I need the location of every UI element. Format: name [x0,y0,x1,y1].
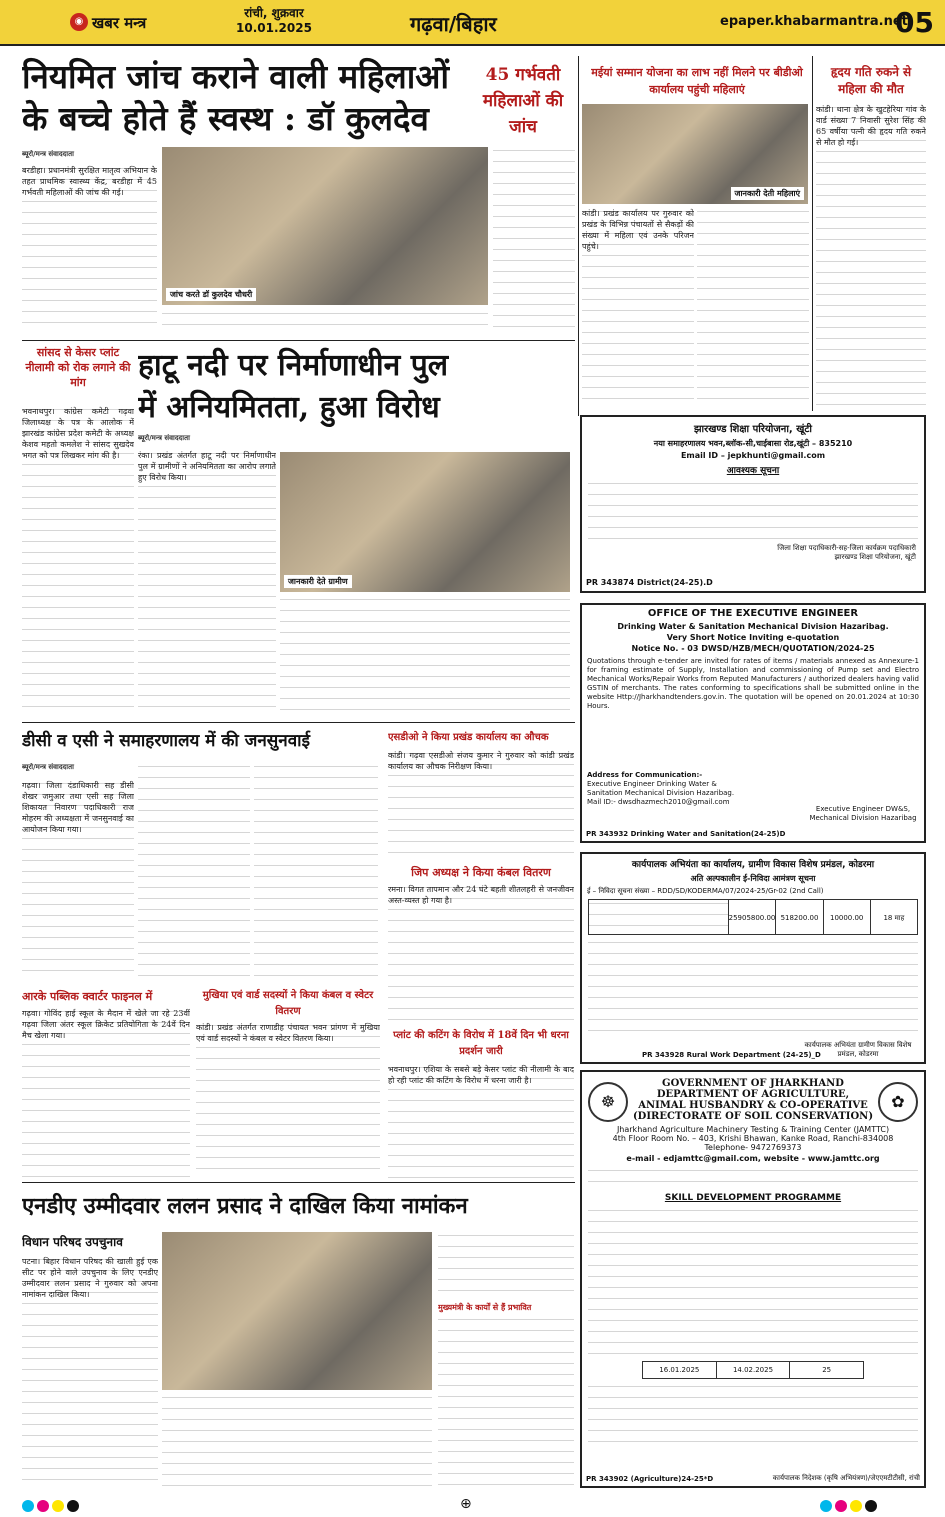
story1-photo [162,147,488,305]
story11-body [196,1022,380,1178]
story6-body-col1 [22,780,134,980]
story6-lead: गढ़वा। जिला दंडाधिकारी सह डीसी शेखर जमुआर तथा एसी सह जिला शिकायत निवारण पदाधिकारी राज मोहरम की अध्यक्षता में जनसुनवाई का आयोजन किया गया। [22,781,134,834]
story2-photo-caption: जानकारी देती महिलाएं [731,187,804,200]
ad2-pr: PR 343932 Drinking Water and Sanitation(24-25)D [586,830,786,838]
story12-kicker: विधान परिषद उपचुनाव [22,1235,123,1249]
story1-headline-1: नियमित जांच कराने वाली महिलाओं [22,57,450,96]
ad2-notice-no: Notice No. - 03 DWSD/HZB/MECH/QUOTATION/2024-25 [631,644,875,653]
story12-body-col1 [22,1256,158,1490]
jharkhand-emblem-icon: ☸ [588,1082,628,1122]
ad4-line1: GOVERNMENT OF JHARKHAND [662,1078,844,1089]
story3-lead: कांडी। थाना क्षेत्र के खुटहेरिया गांव के वार्ड संख्या 7 निवासी सुरेश सिंह की 65 वर्षीया पत्नी की हृदय गति रुकने से मौत हो गई। [816,105,926,147]
story1-lead: बरडीहा। प्रधानमंत्री सुरक्षित मातृत्व अभियान के तहत प्राथमिक स्वास्थ्य केंद्र, बरडीहा में 45 गर्भवती महिलाओं की जांच की गई। [22,166,157,197]
magenta-dot [37,1500,49,1512]
ad1-education-notice [580,415,926,593]
ad3-signature: कार्यपालक अभियंता ग्रामीण विकास विशेष प्रमंडल, कोडरमा [804,1041,912,1058]
ad3-title: कार्यपालक अभियंता का कार्यालय, ग्रामीण विकास विशेष प्रमंडल, कोडरमा [631,860,875,870]
story6-headline: डीसी व एसी ने समाहरणालय में की जनसुनवाई [22,731,310,751]
page-number: 05 [895,6,934,39]
story2-body-col2 [697,208,809,408]
story5-photo-caption: जानकारी देते ग्रामीण [284,575,352,588]
story4-headline: सांसद से केसर प्लांट नीलामी को रोक लगाने की मांग [25,346,131,389]
crosshair-icon: ⊕ [460,1496,472,1512]
story4-lead: भवनाथपुर। कांग्रेस कमेटी गढ़वा जिलाध्यक्ष के पत्र के आलोक में झारखंड कांग्रेस प्रदेश कमेटी के अध्यक्ष केशव महतो कमलेश ने सांसद सुखदेव भगत को पत्र लिखकर मांग की है। [22,407,134,460]
ad4-intro [588,1167,918,1189]
ad4-email: e-mail - edjamttc@gmail.com, website - www.jamttc.org [626,1154,880,1163]
ad4-pr: PR 343902 (Agriculture)24-25*D [586,1475,714,1483]
story5-byline: ब्यूरो/मन्त्र संवाददाता [138,434,190,442]
story2-photo [582,104,808,204]
masthead-bar [0,0,945,46]
dateline [236,6,312,36]
section-name: गढ़वा/बिहार [410,12,497,36]
story12-lead: पटना। बिहार विधान परिषद की खाली हुई एक सीट पर होने वाले उपचुनाव के लिए एनडीए उम्मीदवार ललन प्रसाद ने गुरुवार को अपना नामांकन दाखिल किया। [22,1257,158,1299]
ad2-address-label: Address for Communication:- [587,771,703,779]
story7-lead: कांडी। गढ़वा एसडीओ संजय कुमार ने गुरुवार को कांडी प्रखंड कार्यालय का औचक निरीक्षण किया। [388,751,574,771]
story12-photo [162,1232,432,1390]
story7-body [388,750,574,860]
ad4-body [588,1207,918,1357]
story1-photo-caption: जांच करते डॉ कुलदेव चौधरी [166,288,256,301]
story1-headline-block [22,56,477,146]
ad2-title2: Drinking Water & Sanitation Mechanical Division Hazaribag. [617,622,889,631]
black-dot [67,1500,79,1512]
divider [22,1182,575,1183]
ad4-line6: 4th Floor Room No. – 403, Krishi Bhawan, Kanke Road, Ranchi-834008 [612,1134,894,1143]
ad1-body [588,480,918,540]
issue-date: 10.01.2025 [236,21,312,35]
divider [812,56,813,411]
ad4-table [642,1361,864,1379]
story9-lead: भवनाथपुर। एशिया के सबसे बड़े केसर प्लांट की नीलामी के बाद हो रही प्लांट की कटिंग के विरोध में धरना जारी है। [388,1065,574,1085]
story5-photo [280,452,570,592]
story6-byline: ब्यूरो/मन्त्र संवाददाता [22,763,74,771]
story5-body-col1 [138,450,276,716]
brand-logo-icon: ◉ [70,13,88,31]
website-link[interactable]: epaper.khabarmantra.net [720,14,908,29]
story10-body [22,1008,190,1178]
ad3-table [588,899,918,935]
ad4-cell-count: 25 [822,1366,832,1374]
ad4-line2: DEPARTMENT OF AGRICULTURE, [656,1089,850,1100]
color-registration-left [22,1497,152,1511]
story5-body-under-photo [280,596,570,716]
ad2-body: Quotations through e-tender are invited for rates of items / materials annexed as Annexure-1 for framing estimate of Supply, Installation and commissioning of Pump set and Electro Mechanical Works/Repair Works from Reputed Manufacturers / authorized dealers having valid GSTIN of merchants. The rates conforming to specifications shall be submitted online in the website Http://Jharkhandtenders.gov.in. The quotation will be opened on 20.01.2024 at 10:30 Hours. [587,657,919,710]
story8-headline: जिप अध्यक्ष ने किया कंबल वितरण [411,866,551,879]
brand-name: खबर मन्त्र [92,14,147,32]
story11-headline: मुखिया एवं वार्ड सदस्यों ने किया कंबल व स्वेटर वितरण [202,990,374,1017]
story6-body-col3 [254,763,378,980]
ashoka-emblem-icon: ✿ [878,1082,918,1122]
story5-lead: रंका। प्रखंड अंतर्गत हाटू नदी पर निर्माणाधीन पुल में ग्रामीणों ने अनियमितता का आरोप लगाते हुए विरोध किया। [138,451,276,482]
story6-body-col2 [138,763,250,980]
cyan-dot [22,1500,34,1512]
ad3-cell-cost: 25905800.00 [729,900,777,934]
color-registration-right [820,1497,930,1511]
ad1-org: झारखण्ड शिक्षा परियोजना, खूंटी [693,424,813,435]
cyan-dot [820,1500,832,1512]
story2-body-col1 [582,208,694,408]
story11-lead: कांडी। प्रखंड अंतर्गत राणाडीह पंचायत भवन प्रांगण में मुखिया एवं वार्ड सदस्यों ने कंबल व स्वेटर वितरण किया। [196,1023,380,1043]
story10-lead: गढ़वा। गोविंद हाई स्कूल के मैदान में खेले जा रहे 23वीं गढ़वा जिला अंतर स्कूल क्रिकेट प्रतियोगिता के 24वें दिन मैच खेला गया। [22,1009,190,1040]
story3-headline: हृदय गति रुकने से महिला की मौत [830,65,912,96]
ad2-title1: OFFICE OF THE EXECUTIVE ENGINEER [647,608,859,619]
ad3-cell-fee: 10000.00 [824,900,871,934]
story5-headline-2: में अनियमितता, हुआ विरोध [138,390,440,425]
ad1-email: Email ID – jepkhunti@gmail.com [680,451,826,460]
story1-byline: ब्यूरो/मन्त्र संवाददाता [22,150,74,158]
ad4-phone: Telephone- 9472769373 [704,1143,802,1152]
story8-lead: रमना। विगत तापमान और 24 घंटे बहती शीतलहरी से जनजीवन अस्त-व्यस्त हो गया है। [388,885,574,905]
story12-body-col3 [438,1316,574,1490]
story12-body-col3-top [438,1232,574,1296]
story7-headline: एसडीओ ने किया प्रखंड कार्यालय का औचक [388,732,549,743]
yellow-dot [850,1500,862,1512]
ad3-cell-work [589,900,729,934]
story3-body [816,104,926,410]
story1-headline-2: के बच्चे होते हैं स्वस्थ : डॉ कुलदेव [22,99,429,138]
ad1-title: आवश्यक सूचना [726,466,780,476]
ad3-subtitle: अति अल्पकालीन ई-निविदा आमंत्रण सूचना [690,874,816,883]
yellow-dot [52,1500,64,1512]
city-day: रांची, शुक्रवार [244,6,304,20]
story9-headline: प्लांट की कटिंग के विरोध में 18वें दिन भी धरना प्रदर्शन जारी [393,1030,569,1057]
story5-headline-1: हाटू नदी पर निर्माणाधीन पुल [138,348,449,383]
ad3-rural-tender-notice [580,852,926,1064]
ad4-cell-from: 16.01.2025 [643,1362,717,1378]
ad4-line4: (DIRECTORATE OF SOIL CONSERVATION) [632,1111,874,1122]
ad1-signature: जिला शिक्षा पदाधिकारी-सह-जिला कार्यक्रम पदाधिकारी झारखण्ड शिक्षा परियोजना, खूंटी [777,544,916,561]
ad3-cell-time: 18 माह [883,914,905,922]
divider [578,56,579,416]
ad4-agriculture-notice [580,1070,926,1488]
ad1-address: नया समाहरणालय भवन,ब्लॉक-सी,चाईबासा रोड,खूंटी – 835210 [653,439,853,448]
ad4-signature: कार्यपालक निदेशक (कृषि अभियंत्रण)/जेएएमटीटीसी, रांची [772,1474,920,1482]
divider [22,340,575,341]
story2-lead: कांडी। प्रखंड कार्यालय पर गुरुवार को प्रखंड के विभिन्न पंचायतों से सैकड़ों की संख्या में महिला एवं उनके परिजन पहुंचे। [582,209,694,251]
black-dot [865,1500,877,1512]
ad3-cell-deposit: 518200.00 [776,900,823,934]
ad1-pr: PR 343874 District(24-25).D [586,578,713,587]
story1-sidehead: 45 गर्भवती महिलाओं की जांच [482,65,564,137]
story9-body [388,1064,574,1178]
ad2-address: Executive Engineer Drinking Water & Sanitation Mechanical Division Hazaribag. Mail ID:- dwsdhazmech2010@gmail.com [587,780,735,806]
ad3-notice: ई – निविदा सूचना संख्या – RDD/SD/KODERMA/07/2024-25/Gr-02 (2nd Call) [587,887,824,895]
ad3-pr: PR 343928 Rural Work Department (24-25)_D [642,1051,821,1059]
story1-body-col1 [22,165,157,333]
ad2-signature: Executive Engineer DW&S, Mechanical Division Hazaribag [809,805,917,822]
story12-body-under-photo [162,1394,432,1490]
story5-headline-block [138,345,570,435]
ad4-line5: Jharkhand Agriculture Machinery Testing & Training Center (JAMTTC) [616,1125,890,1134]
magenta-dot [835,1500,847,1512]
story1-body-under-photo [162,310,488,334]
ad3-body [588,939,918,1035]
ad4-line3: ANIMAL HUSBANDRY & CO-OPERATIVE [638,1100,868,1111]
story1-body-col-right [493,147,575,335]
ad2-title3: Very Short Notice Inviting e-quotation [666,633,840,642]
story10-headline: आरके पब्लिक क्वार्टर फाइनल में [22,990,153,1003]
divider [22,722,575,723]
ad2-e-quotation-notice [580,603,926,843]
story4-body [22,406,134,716]
story2-headline: मईयां सम्मान योजना का लाभ नहीं मिलने पर बीडीओ कार्यालय पहुंची महिलाएं [591,66,803,96]
ad4-footer-text [588,1383,918,1443]
ad4-cell-to: 14.02.2025 [717,1362,791,1378]
story8-body [388,884,574,1024]
story12-headline: एनडीए उम्मीदवार ललन प्रसाद ने दाखिल किया नामांकन [22,1193,468,1219]
ad4-programme: SKILL DEVELOPMENT PROGRAMME [664,1193,842,1203]
story12-subhead: मुख्यमंत्री के कार्यों से हैं प्रभावित [438,1302,532,1312]
